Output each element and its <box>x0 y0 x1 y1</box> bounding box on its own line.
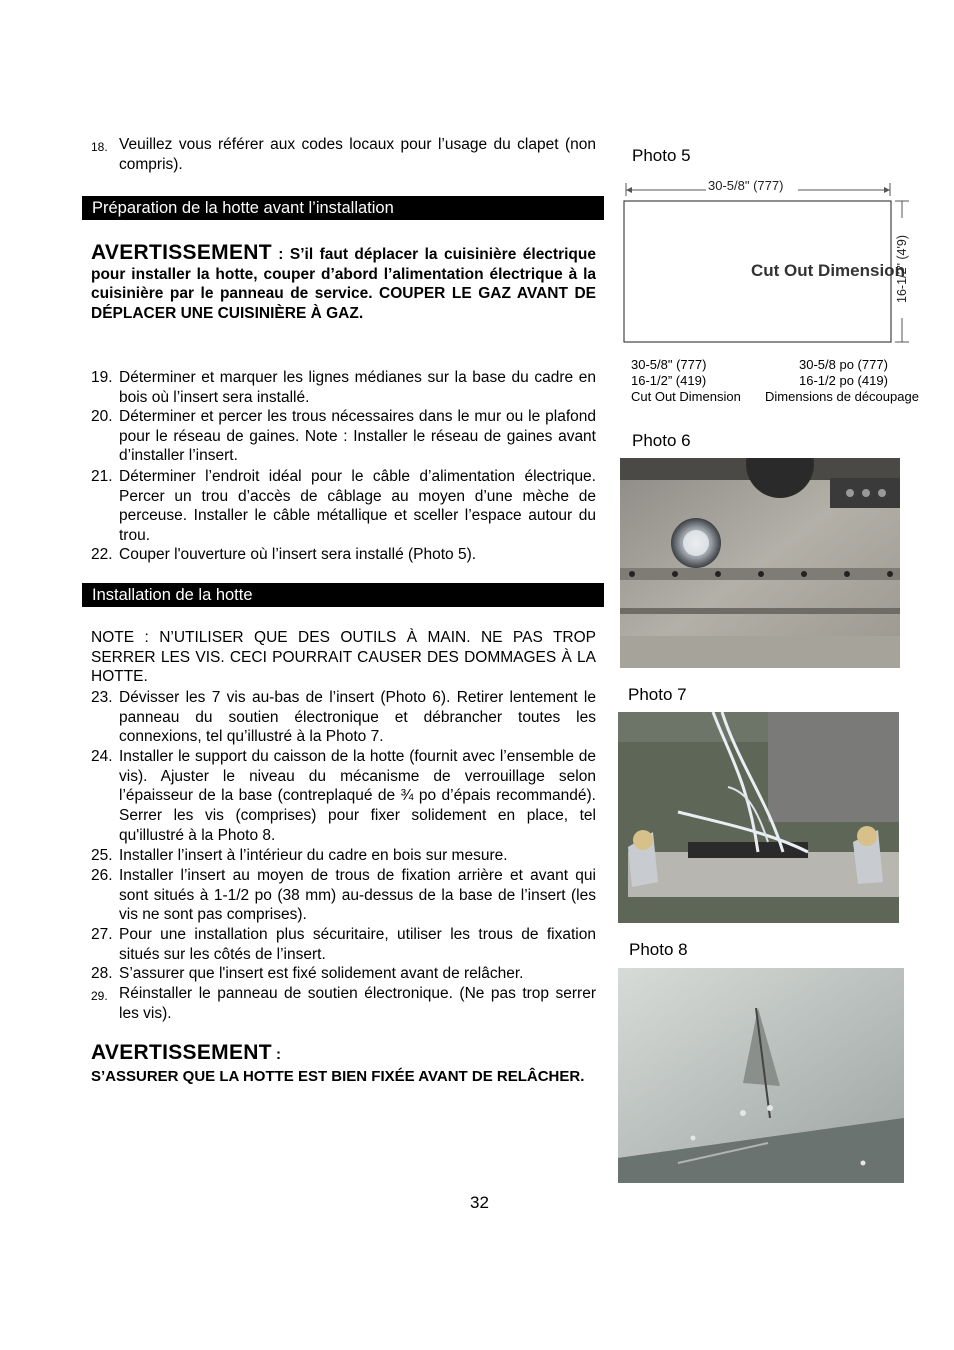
note-text: NOTE : N’UTILISER QUE DES OUTILS À MAIN. NE PAS TROP SERRER LES VIS. CECI POURRAIT CAUSER DES DOMMAGES À LA HOTTE. <box>91 629 596 686</box>
item-text: Pour une installation plus sécuritaire, utiliser les trous de fixation situés sur les côtés de l’insert. <box>119 926 596 963</box>
caption-right <box>765 357 935 405</box>
caption-line: 30-5/8 po (777) <box>799 357 888 372</box>
item-number: 29. <box>91 989 108 1003</box>
width-dimension: 30-5/8" (777) <box>708 178 784 193</box>
caption-line: 16-1/2” (419) <box>631 373 707 388</box>
photo-label: Photo 7 <box>628 685 687 704</box>
item-number: 19. <box>91 369 113 386</box>
item-number: 28. <box>91 965 113 982</box>
photo-label: Photo 5 <box>632 146 691 165</box>
caption-line: Cut Out Dimension <box>631 389 741 404</box>
caption-line: Dimensions de découpage <box>765 389 919 404</box>
caption-line: 16-1/2 po (419) <box>799 373 888 388</box>
item-number: 25. <box>91 847 113 864</box>
item-number: 23. <box>91 689 113 706</box>
list-item <box>91 545 596 565</box>
list-item <box>91 964 596 984</box>
photo-hood-underside <box>620 458 900 668</box>
item-text: Installer le support du caisson de la hotte (fournit avec l’ensemble de vis). Ajuster le niveau du mécanisme de verrouillage selon l’épaisseur de la base (contreplaqué de ¾ po d’épais recommandé). Serrer les vis (comprises) pour fixer solidement en place, tel qu'illustré à la Photo 8. <box>119 748 596 844</box>
section-header: Préparation de la hotte avant l’installation <box>82 196 604 220</box>
photo-bracket <box>618 968 904 1183</box>
item-number: 26. <box>91 867 113 884</box>
hood-underside-image <box>620 458 900 668</box>
item-number: 20. <box>91 408 113 425</box>
photo-wiring <box>618 712 899 923</box>
cutout-center-label: Cut Out Dimension <box>751 261 905 280</box>
wiring-image <box>618 712 899 923</box>
caption-line: 30-5/8" (777) <box>631 357 707 372</box>
section-header: Installation de la hotte <box>82 583 604 607</box>
warning-block <box>91 1041 596 1087</box>
item-text: Déterminer l’endroit idéal pour le câble d’alimentation électrique. Percer un trou d’accès de câblage au moyen d’une mèche de perceuse. Installer le câble métallique et sceller l’espace autour du trou. <box>119 468 596 545</box>
item-text: Dévisser les 7 vis au-bas de l’insert (Photo 6). Retirer lentement le panneau du soutien électronique et débrancher toutes les connexions, tel qu’illustré à la Photo 7. <box>119 689 596 746</box>
item-text: Veuillez vous référer aux codes locaux pour l’usage du clapet (non compris). <box>119 136 596 173</box>
item-number: 18. <box>91 140 108 154</box>
bracket-image <box>618 968 904 1183</box>
photo-cutout-dimension <box>618 174 916 354</box>
item-number: 21. <box>91 468 113 485</box>
list-item <box>91 747 596 846</box>
item-text: Réinstaller le panneau de soutien électronique. (Ne pas trop serrer les vis). <box>119 985 596 1022</box>
caption-left <box>631 357 741 405</box>
item-number: 22. <box>91 546 113 563</box>
item-text: Installer l’insert à l’intérieur du cadre en bois sur mesure. <box>119 847 508 864</box>
warning-title: AVERTISSEMENT <box>91 1041 272 1064</box>
list-item <box>91 407 596 466</box>
warning-title: AVERTISSEMENT <box>91 241 272 264</box>
warning-text: S’ASSURER QUE LA HOTTE EST BIEN FIXÉE AVANT DE RELÂCHER. <box>91 1068 585 1085</box>
warning-block <box>91 243 596 324</box>
list-item <box>91 467 596 546</box>
photo-label: Photo 8 <box>629 940 688 959</box>
item-text: Installer l’insert au moyen de trous de fixation arrière et avant qui sont situés à 1-1/2 po (38 mm) au-dessus de la base de l’insert (les vis ne sont pas comprises). <box>119 867 596 924</box>
list-item <box>91 866 596 925</box>
list-item <box>91 984 596 1023</box>
height-dimension: 16-1/2" (4'9) <box>895 235 909 303</box>
item-number: 27. <box>91 926 113 943</box>
list-item <box>91 925 596 964</box>
item-number: 24. <box>91 748 113 765</box>
warning-text: : S’il faut déplacer la cuisinière électrique pour installer la hotte, couper d’abord l’alimentation électrique à la cuisinière par le panneau de service. COUPER LE GAZ AVANT DE DÉPLACER UNE CUISINIÈRE À GAZ. <box>91 246 596 323</box>
item-text: S’assurer que l'insert est fixé solidement avant de relâcher. <box>119 965 524 982</box>
list-item <box>91 135 596 174</box>
list-item <box>91 688 596 747</box>
page-number: 32 <box>470 1193 489 1212</box>
item-text: Couper l'ouverture où l’insert sera installé (Photo 5). <box>119 546 477 563</box>
item-text: Déterminer et marquer les lignes médianes sur la base du cadre en bois où l’insert sera installé. <box>119 369 596 406</box>
warning-colon: : <box>271 1046 282 1063</box>
list-item <box>91 846 596 866</box>
item-text: Déterminer et percer les trous nécessaires dans le mur ou le plafond pour le réseau de gaines. Note : Installer le réseau de gaines avant d’installer l’insert. <box>119 408 596 465</box>
list-item <box>91 368 596 407</box>
photo-label: Photo 6 <box>632 431 691 450</box>
